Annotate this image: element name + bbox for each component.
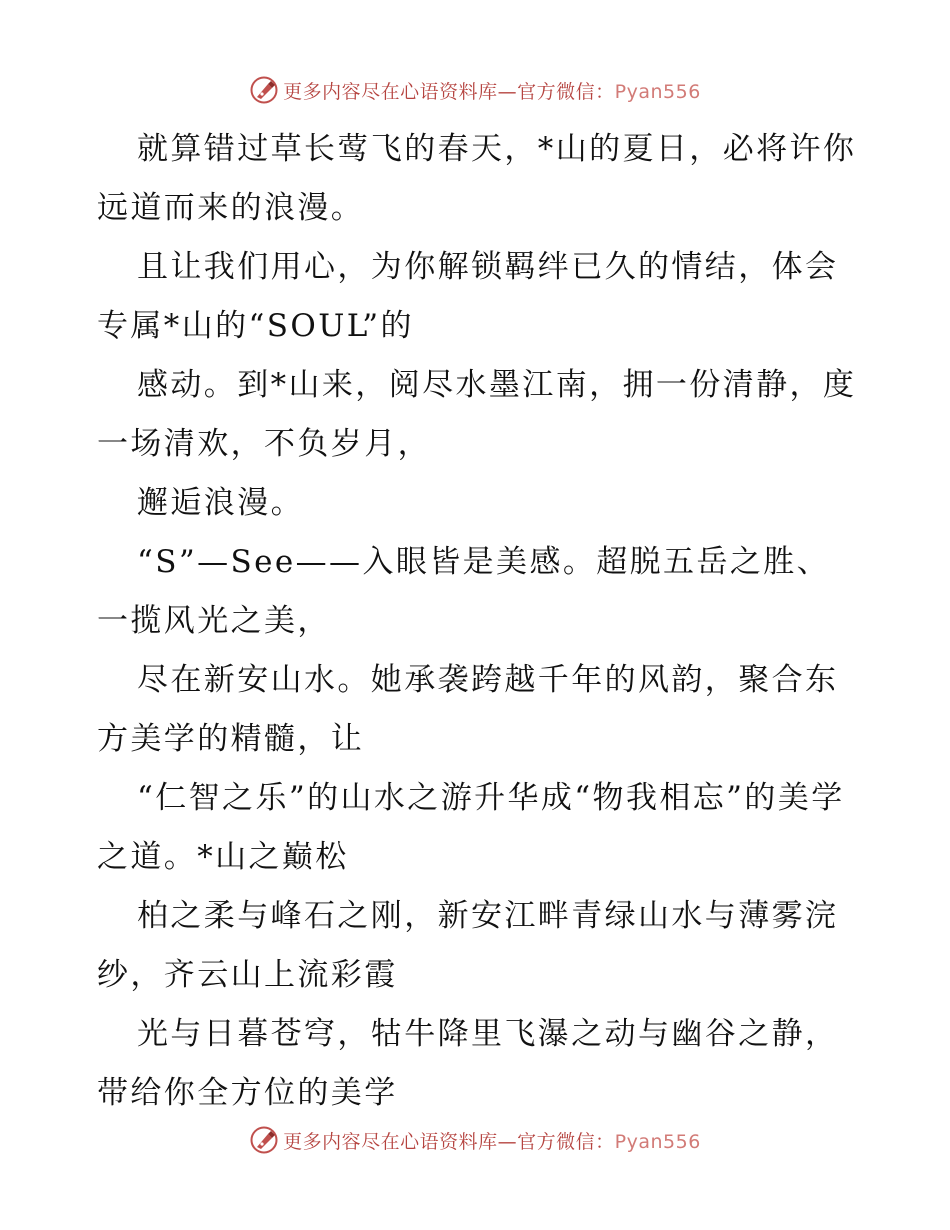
- paragraph: 尽在新安山水。她承袭跨越千年的风韵，聚合东方美学的精髓，让: [97, 662, 839, 757]
- watermark-wechat-id: Pyan556: [614, 1130, 701, 1153]
- body-text: [97, 120, 857, 1123]
- watermark-footer: [0, 1120, 950, 1160]
- watermark-text: 更多内容尽在心语资料库—官方微信：: [283, 1130, 615, 1153]
- paragraph: 且让我们用心，为你解锁羁绊已久的情结，体会专属*山的“SOUL”的: [97, 249, 839, 344]
- watermark-header: [0, 70, 950, 110]
- paragraph: 就算错过草长莺飞的春天，*山的夏日，必将许你远道而来的浪漫。: [97, 131, 857, 226]
- watermark-text: 更多内容尽在心语资料库—官方微信：: [283, 80, 615, 103]
- paragraph: 光与日暮苍穹，牯牛降里飞瀑之动与幽谷之静，带给你全方位的美学: [97, 1016, 839, 1111]
- paragraph: 柏之柔与峰石之刚，新安江畔青绿山水与薄雾浣纱，齐云山上流彩霞: [97, 898, 839, 993]
- paragraph: “S”—See——入眼皆是美感。超脱五岳之胜、一揽风光之美，: [97, 544, 831, 639]
- paragraph: 邂逅浪漫。: [137, 485, 304, 521]
- paragraph: 感动。到*山来，阅尽水墨江南，拥一份清静，度一场清欢，不负岁月，: [97, 367, 857, 462]
- paragraph: “仁智之乐”的山水之游升华成“物我相忘”的美学之道。*山之巅松: [97, 780, 845, 875]
- pen-nib-seal-icon: [249, 75, 279, 105]
- pen-nib-seal-icon: [249, 1125, 279, 1155]
- watermark-wechat-id: Pyan556: [614, 80, 701, 103]
